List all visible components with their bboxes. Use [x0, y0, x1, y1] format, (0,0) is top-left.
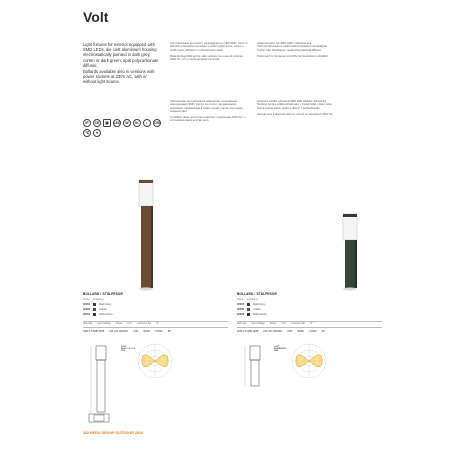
- brand-name: REDO GROUP OUTDOOR 2024: [90, 431, 143, 435]
- product-code: 90001: [83, 303, 91, 306]
- photometric-label-right: VOLT 90004/90005 10W: [274, 346, 286, 352]
- spec-header-cell: Luminous flux: [137, 323, 152, 325]
- spec-value-cell: 10W: [133, 330, 139, 333]
- bollard-left-code-header: Code: [83, 298, 90, 301]
- spec-header-cell: Input Voltage: [97, 323, 111, 325]
- intro-paragraph-2: Bollards available also in versions with power sockets at 230V AC, with or without light source.: [83, 68, 155, 84]
- sun-icon: ☀: [93, 129, 101, 137]
- code-row: [83, 313, 113, 316]
- certification-icons: [83, 119, 168, 137]
- description-czech: Venkovní svítidla vybavená SMD LED diodami, tlakově litý hliníkový korpus práškově lakovaný v tmavě šedé, corten nebo tmavě zelené barvě, opálový difuzor z polykarbonátu. Sloupky jsou k dispozici také ve verzích se zásuvkami 230V AC.: [257, 100, 334, 116]
- product-code: 90004: [237, 303, 245, 306]
- finish-name: Dark Green: [253, 313, 267, 316]
- spec-header-cell: CCT: [281, 323, 287, 325]
- ik-rating-icon: IK: [133, 119, 141, 127]
- spec-header-cell: Luminous flux: [291, 323, 306, 325]
- spec-value-cell: 1000lm: [309, 330, 317, 333]
- spec-header-cell: Power: [269, 323, 277, 325]
- finish-swatch: [247, 313, 250, 316]
- bollard-technical-drawing-left: [86, 344, 116, 424]
- finish-name: Corten: [253, 308, 262, 311]
- wattage-icon: W: [123, 119, 131, 127]
- temperature-icon: ℃: [83, 129, 91, 137]
- spec-value-cell: 3000K: [143, 330, 151, 333]
- code-row: [237, 308, 261, 311]
- bollard-corten-image: [120, 178, 170, 293]
- finish-name: Corten: [99, 308, 108, 311]
- code-row: [237, 313, 267, 316]
- product-code: 90002: [83, 308, 91, 311]
- product-code: 90006: [237, 313, 245, 316]
- description-german: Außenleuchten mit SMD-LEDs, Gehäuse aus Aluminiumdruckguss, elektrostatisch lackiert in Dunkelgrau, Corten oder Dunkelgrün, opaler Polycarbonat-Diffusor. Poller auch in Versionen mit 230V AC Steckdosen erhältlich.: [257, 42, 329, 58]
- bollard-right-finish-header: Finishing: [247, 298, 258, 301]
- spec-value-cell: 230 VAC 50/60Hz: [109, 330, 129, 333]
- spec-value-cell: 1000lm: [155, 330, 163, 333]
- dimming-icon: ◐: [143, 119, 151, 127]
- page-number: 322: [83, 431, 89, 435]
- spec-value-cell: 65: [167, 330, 171, 333]
- code-row: [83, 308, 107, 311]
- description-russian: Светильники для наружного освещения, оснащённые светодиодами SMD, корпус из литого под давлением алюминия, окрашенный в тёмно-серый, кортен или тёмно-зелёный цвет. Столбики также доступны в версиях с розетками 230V AC, с источником света или без него.: [170, 100, 246, 123]
- bollard-right-spec-values: [237, 330, 325, 333]
- description-italian: Corpi illuminanti per esterni, equipaggiati con LED SMD, corpo in alluminio pressofuso verniciato a polveri grigio scuro, corten o verde scuro, diffusore in policarbonato opale. Bollards disponibili anche nelle versioni con prese di corrente 230V AC, con o senza sorgente luminosa.: [170, 42, 248, 62]
- cri-icon: CRI: [154, 121, 160, 125]
- bollard-left-heading: BOLLARD • STÅLPESOR: [83, 292, 123, 296]
- bollard-left-spec-values: [83, 330, 171, 333]
- product-code: 90003: [83, 313, 91, 316]
- bollard-left-finish-header: Finishing: [93, 298, 104, 301]
- code-row: [237, 303, 265, 306]
- led-icon: LED: [113, 121, 121, 125]
- bollard-left-spec-header: [83, 323, 158, 325]
- spec-value-cell: 65: [321, 330, 325, 333]
- bollard-technical-drawing-right: [240, 344, 270, 394]
- bollard-right-spec-header: [237, 323, 312, 325]
- finish-name: Dark Green: [99, 313, 113, 316]
- ip-rating-icon: IP: [83, 119, 91, 127]
- spec-header-cell: IP: [310, 323, 313, 325]
- spec-header-cell: Power: [115, 323, 123, 325]
- bollard-right-code-header: Code: [237, 298, 244, 301]
- ce-mark-icon: CE: [94, 121, 100, 125]
- spec-header-cell: IP: [156, 323, 159, 325]
- spec-value-cell: SMD 2.5 SMD 2835: [237, 330, 259, 333]
- finish-name: Dark Grey: [253, 303, 266, 306]
- spec-value-cell: 230 VAC 50/60Hz: [263, 330, 283, 333]
- intro-paragraph-1: Light fixtures for exterior equipped with SMD LEDs, die cast aluminium housing electrostatically painted in dark grey, corten or dark green, opal polycarbonate diffuser.: [83, 42, 159, 68]
- bollard-green-image: [330, 212, 370, 292]
- finish-swatch: [93, 313, 96, 316]
- class-icon: ▣: [103, 119, 111, 127]
- page-footer: [83, 431, 143, 435]
- intro-text: [83, 42, 161, 85]
- finish-swatch: [247, 303, 250, 306]
- spec-value-cell: 10W: [287, 330, 293, 333]
- spec-header-cell: LED type: [83, 323, 93, 325]
- finish-name: Dark Grey: [99, 303, 112, 306]
- spec-header-cell: LED type: [237, 323, 247, 325]
- spec-value-cell: SMD 3.5 SMD 2835: [83, 330, 105, 333]
- photometric-diagram-right: [290, 342, 328, 380]
- code-row: [83, 303, 111, 306]
- finish-swatch: [93, 308, 96, 311]
- product-code: 90005: [237, 308, 245, 311]
- spec-header-cell: CCT: [127, 323, 133, 325]
- photometric-diagram-left: [136, 342, 174, 380]
- bollard-right-heading: BOLLARD • STÅLPESOR: [237, 292, 277, 296]
- spec-value-cell: 3000K: [297, 330, 305, 333]
- finish-swatch: [93, 303, 96, 306]
- page-title: Volt: [83, 9, 109, 25]
- finish-swatch: [247, 308, 250, 311]
- spec-header-cell: Input Voltage: [251, 323, 265, 325]
- photometric-label-left: VOLT 90001 • 75 / 9.3 10W: [121, 346, 136, 352]
